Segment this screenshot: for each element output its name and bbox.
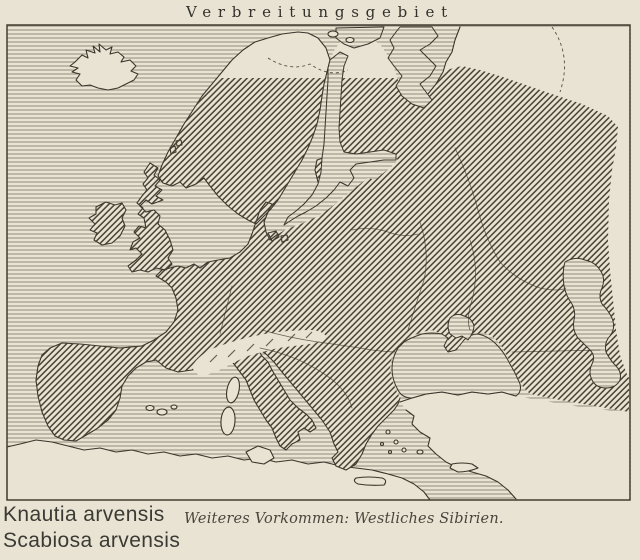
arctic-island-2 xyxy=(346,38,354,43)
aegean-island xyxy=(381,443,384,446)
aegean-island xyxy=(389,451,392,454)
balearic-1 xyxy=(146,406,154,411)
species-name-knautia: Knautia arvensis xyxy=(3,503,165,526)
aegean-island xyxy=(402,448,406,452)
aegean-island xyxy=(386,430,390,434)
aegean-island xyxy=(394,440,398,444)
rhodes xyxy=(417,450,423,454)
balearic-2 xyxy=(157,409,167,415)
species-caption xyxy=(3,502,180,554)
species-name-scabiosa: Scabiosa arvensis xyxy=(3,529,181,552)
map-title: Verbreitungsgebiet xyxy=(186,3,454,21)
balearic-3 xyxy=(171,405,177,409)
crete xyxy=(354,477,385,485)
additional-occurrence-note: Weiteres Vorkommen: Westliches Sibirien. xyxy=(184,511,504,527)
arctic-island-1 xyxy=(328,31,338,37)
